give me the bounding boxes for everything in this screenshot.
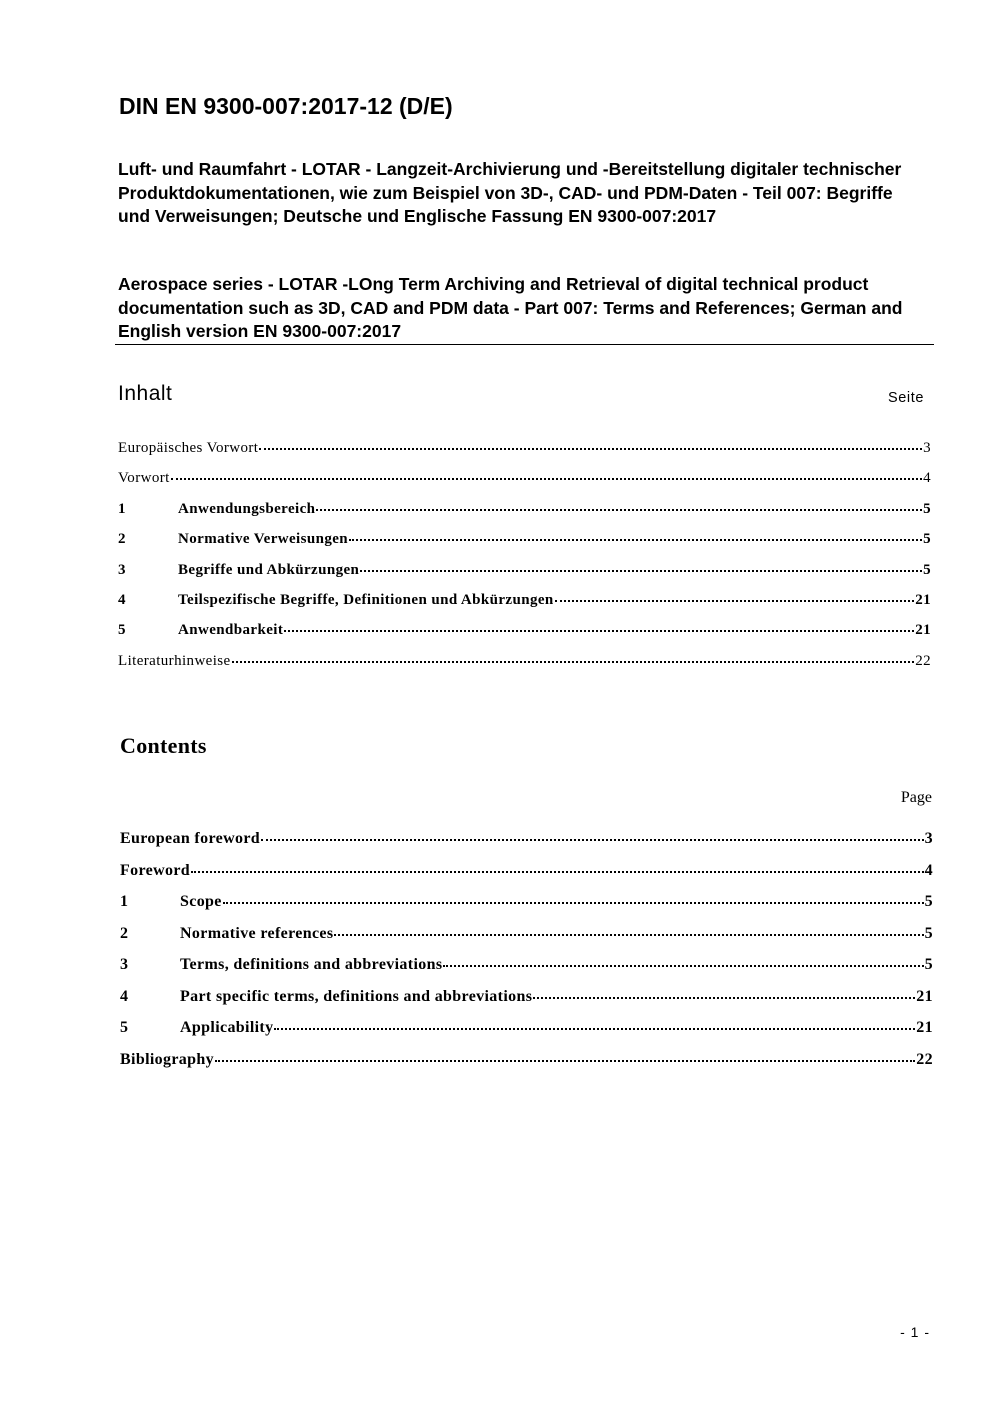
toc-page-label-german: Seite: [887, 390, 924, 406]
toc-dot-leader: [349, 539, 922, 541]
toc-entry-english[interactable]: [120, 988, 933, 1020]
toc-dot-leader: [274, 1028, 915, 1030]
toc-entry-label: Foreword: [120, 861, 191, 879]
toc-dot-leader: [284, 630, 914, 632]
toc-entry-label: European foreword: [120, 830, 261, 847]
toc-heading-german: Inhalt: [118, 382, 173, 405]
toc-entry-label: Vorwort: [118, 470, 170, 487]
toc-entry-number: 5: [118, 622, 126, 639]
toc-dot-leader: [533, 997, 915, 999]
toc-entry-label: Teilspezifische Begriffe, Definitionen und Abkürzungen: [178, 591, 554, 608]
toc-entry-page: 5: [923, 500, 931, 517]
toc-entry-number: 3: [120, 956, 129, 973]
toc-entry-german[interactable]: [118, 501, 931, 531]
toc-entry-page: 4: [924, 861, 933, 879]
toc-entry-english[interactable]: [120, 862, 933, 894]
toc-entry-german[interactable]: [118, 531, 931, 561]
toc-entry-page: 21: [916, 987, 933, 1005]
toc-dot-leader: [215, 1060, 915, 1062]
toc-dot-leader: [316, 509, 922, 511]
toc-entry-page: 3: [923, 440, 931, 456]
toc-entry-english[interactable]: [120, 893, 933, 925]
toc-dot-leader: [171, 478, 922, 480]
document-title: DIN EN 9300-007:2017-12 (D/E): [119, 93, 453, 119]
toc-entry-label: Begriffe und Abkürzungen: [178, 561, 360, 578]
toc-entry-number: 2: [118, 531, 126, 548]
toc-dot-leader: [443, 965, 923, 967]
toc-entry-number: 1: [120, 893, 129, 910]
toc-entry-german[interactable]: [118, 592, 931, 622]
toc-dot-leader: [261, 839, 924, 841]
toc-dot-leader: [360, 570, 922, 572]
toc-entry-page: 3: [924, 830, 933, 847]
toc-dot-leader: [223, 902, 924, 904]
toc-entry-german[interactable]: [118, 470, 931, 500]
toc-entry-label: Europäisches Vorwort: [118, 440, 259, 456]
toc-entry-label: Bibliography: [120, 1050, 215, 1068]
toc-entry-english[interactable]: [120, 1019, 933, 1051]
toc-entry-number: 4: [120, 987, 129, 1005]
toc-entry-number: 2: [120, 924, 129, 942]
toc-entry-page: 5: [923, 561, 931, 578]
toc-dot-leader: [259, 448, 922, 450]
toc-entry-german[interactable]: [118, 622, 931, 652]
toc-entry-number: 5: [120, 1019, 129, 1036]
toc-heading-english: Contents: [120, 733, 207, 758]
toc-entry-german[interactable]: [118, 440, 931, 470]
toc-entry-german[interactable]: [118, 653, 931, 683]
toc-entry-number: 3: [118, 561, 126, 578]
toc-entry-english[interactable]: [120, 956, 933, 988]
toc-entry-page: 5: [924, 924, 933, 942]
toc-entry-page: 5: [923, 531, 931, 548]
toc-german: [118, 440, 931, 683]
toc-entry-english[interactable]: [120, 925, 933, 957]
toc-dot-leader: [191, 871, 924, 873]
toc-entry-label: Terms, definitions and abbreviations: [180, 956, 443, 973]
toc-dot-leader: [334, 934, 923, 936]
toc-entry-page: 5: [924, 893, 933, 910]
header-divider: [115, 344, 934, 345]
toc-entry-label: Part specific terms, definitions and abbreviations: [180, 987, 533, 1005]
toc-entry-label: Anwendungsbereich: [178, 500, 316, 517]
toc-entry-label: Applicability: [180, 1019, 274, 1036]
toc-entry-number: 4: [118, 591, 126, 608]
toc-dot-leader: [232, 661, 915, 663]
footer-page-number: - 1 -: [900, 1324, 930, 1340]
subtitle-german: Luft- und Raumfahrt - LOTAR - Langzeit-Archivierung und -Bereitstellung digitaler technischer Produktdokumentationen, wie zum Beispiel von 3D-, CAD- und PDM-Daten - Teil 007: Begriffe und Verweisungen; Deutsche und Englische Fassung EN 9300-007:2017: [118, 159, 902, 226]
toc-entry-page: 21: [916, 1019, 933, 1036]
toc-entry-label: Scope: [180, 893, 222, 910]
toc-entry-label: Normative Verweisungen: [178, 531, 349, 548]
toc-dot-leader: [555, 600, 915, 602]
toc-entry-page: 5: [924, 956, 933, 973]
toc-entry-page: 22: [916, 1050, 933, 1068]
toc-entry-page: 21: [915, 591, 931, 608]
toc-entry-english[interactable]: [120, 830, 933, 862]
toc-entry-number: 1: [118, 500, 126, 517]
toc-english: [120, 830, 933, 1082]
toc-entry-label: Literaturhinweise: [118, 652, 231, 669]
toc-entry-label: Anwendbarkeit: [178, 622, 284, 639]
toc-entry-label: Normative references: [180, 924, 334, 942]
toc-entry-page: 4: [923, 470, 931, 487]
toc-entry-page: 21: [915, 622, 931, 639]
subtitle-english: Aerospace series - LOTAR -LOng Term Archiving and Retrieval of digital technical product documentation such as 3D, CAD and PDM data - Part 007: Terms and References; German and English version EN 9300-007:2017: [118, 274, 903, 341]
toc-entry-german[interactable]: [118, 562, 931, 592]
toc-entry-page: 22: [915, 652, 931, 669]
toc-entry-english[interactable]: [120, 1051, 933, 1083]
toc-page-label-english: Page: [900, 789, 932, 806]
